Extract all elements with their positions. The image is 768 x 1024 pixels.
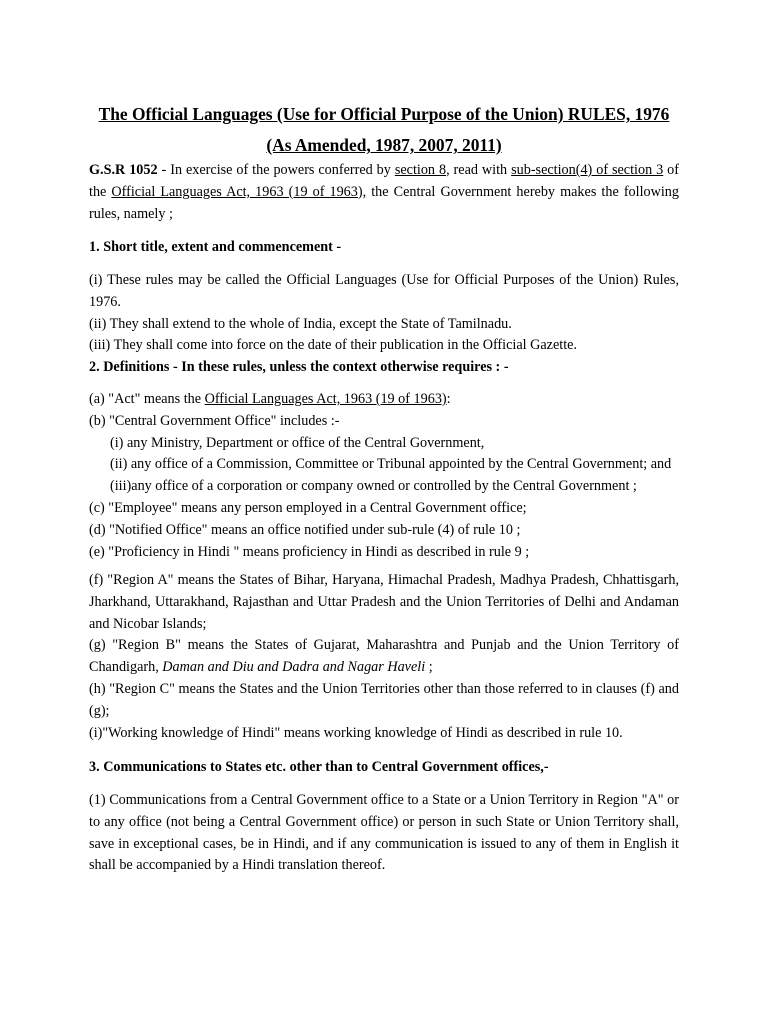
section-1-clause-i: (i) These rules may be called the Official Languages (Use for Official Purposes of the Union) Rules,: [89, 272, 679, 288]
definition-b-iii: (iii)any office of a corporation or company owned or controlled by the Central Government ;: [110, 478, 637, 495]
definition-a: [89, 389, 679, 411]
section-2-heading: 2. Definitions - In these rules, unless the context otherwise requires : -: [89, 359, 509, 375]
section-2-definitions-f-i: [89, 570, 679, 744]
definition-c: (c) "Employee" means any person employed in a Central Government office;: [89, 499, 527, 516]
preamble: [89, 160, 679, 225]
section-3-heading: 3. Communications to States etc. other than to Central Government offices,-: [89, 759, 549, 775]
section-1-heading: 1. Short title, extent and commencement -: [89, 239, 342, 255]
definition-i: (i)"Working knowledge of Hindi" means working knowledge of Hindi as described in rule 10.: [89, 724, 623, 741]
definition-g-line-2: [89, 657, 679, 679]
section-1-clause-i-cont: 1976.: [89, 293, 121, 310]
definition-text: :: [446, 391, 451, 407]
definition-h-line-2: (g);: [89, 702, 110, 719]
link-official-languages-act[interactable]: Official Languages Act, 1963 (19 of 1963),: [111, 183, 367, 200]
definition-h-line-1: (h) "Region C" means the States and the Union Territories other than those referred to in clauses (f) and: [89, 680, 679, 697]
preamble-line-1: [89, 160, 679, 182]
preamble-text: - In exercise of the powers conferred by: [157, 162, 395, 178]
gsr-number: G.S.R 1052: [89, 162, 158, 178]
definition-text: Chandigarh,: [89, 659, 163, 676]
section-3-line-3: save in exceptional cases, be in Hindi, and if any communication is issued to any of them in English it: [89, 835, 679, 852]
definition-b: (b) "Central Government Office" includes :-: [89, 412, 340, 429]
preamble-text: the Central Government hereby makes the following: [366, 183, 679, 200]
section-3-line-1: (1) Communications from a Central Government office to a State or a Union Territory in Region "A" or: [89, 792, 679, 808]
link-official-languages-act-def[interactable]: Official Languages Act, 1963 (19 of 1963): [204, 391, 447, 407]
section-1-clause-iii: (iii) They shall come into force on the date of their publication in the Official Gazette.: [89, 337, 577, 354]
definition-g-line-1: (g) "Region B" means the States of Gujarat, Maharashtra and Punjab and the Union Territory of: [89, 637, 679, 654]
section-3-body: [89, 790, 679, 877]
preamble-text: the: [89, 183, 112, 200]
preamble-text: , read with: [446, 162, 512, 178]
definition-f-line-1: (f) "Region A" means the States of Bihar, Haryana, Himachal Pradesh, Madhya Pradesh, Chhattisgarh,: [89, 572, 679, 588]
definition-f-line-3: and Nicobar Islands;: [89, 615, 207, 632]
section-1-body: [89, 270, 679, 357]
section-3-line-4: shall be accompanied by a Hindi translation thereof.: [89, 857, 386, 874]
definition-text: (a) "Act" means the: [89, 391, 205, 407]
link-section-8[interactable]: section 8: [394, 162, 447, 178]
definition-e: (e) "Proficiency in Hindi " means proficiency in Hindi as described in rule 9 ;: [89, 543, 530, 560]
preamble-line-2: [89, 182, 679, 204]
document-title: The Official Languages (Use for Official Purpose of the Union) RULES, 1976: [98, 104, 670, 124]
definition-b-i: (i) any Ministry, Department or office of the Central Government,: [110, 434, 485, 451]
definition-g-italic: Daman and Diu and Dadra and Nagar Haveli: [162, 659, 426, 676]
definition-f-line-2: Jharkhand, Uttarakhand, Rajasthan and Uttar Pradesh and the Union Territories of Delhi and Andaman: [89, 593, 679, 610]
link-sub-section-4-of-section-3[interactable]: sub-section(4) of section 3: [511, 162, 664, 178]
section-1-clause-ii: (ii) They shall extend to the whole of India, except the State of Tamilnadu.: [89, 315, 512, 332]
preamble-line-3: rules, namely ;: [89, 205, 173, 222]
preamble-text: of: [663, 162, 680, 178]
definition-b-ii: (ii) any office of a Commission, Committee or Tribunal appointed by the Central Government; and: [110, 456, 672, 473]
definition-text: ;: [425, 659, 433, 676]
section-3-line-2: to any office (not being a Central Government office) or person in such State or Union Territory shall,: [89, 813, 679, 830]
document-subtitle: (As Amended, 1987, 2007, 2011): [266, 135, 502, 155]
document-page: [89, 0, 679, 1024]
definition-d: (d) "Notified Office" means an office notified under sub-rule (4) of rule 10 ;: [89, 521, 521, 538]
section-2-definitions-a-e: [89, 389, 679, 563]
